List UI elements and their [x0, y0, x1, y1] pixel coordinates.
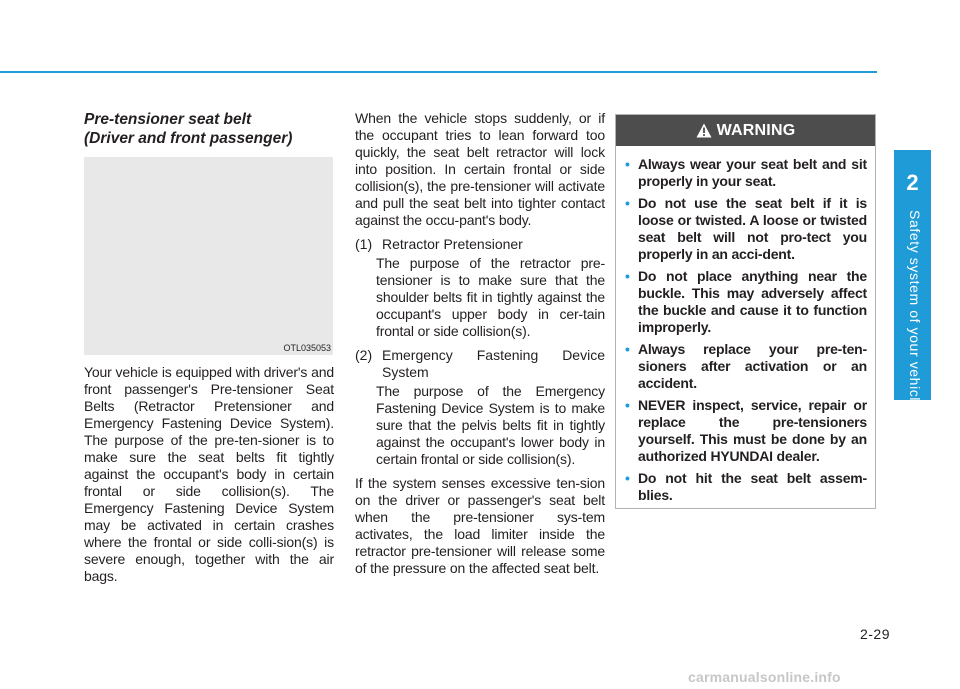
warning-item	[624, 156, 867, 190]
list-item-description: The purpose of the retractor pre-tensioner is to make sure that the shoulder belts fit in tightly against the occupant's upper body in cer-tain frontal or side collision(s).	[376, 255, 605, 339]
warning-triangle-icon	[696, 123, 712, 138]
section-title-line1: Pre-tensioner seat belt	[84, 111, 252, 128]
warning-item	[624, 195, 867, 263]
warning-item-text: NEVER inspect, service, repair or replace the pre-tensioners yourself. This must be done by an authorized HYUNDAI dealer.	[638, 397, 867, 464]
warning-item-text: Do not hit the seat belt assem-blies.	[638, 470, 867, 503]
list-item-number: (2)	[355, 347, 373, 363]
section-title-line2: (Driver and front passenger)	[84, 130, 293, 147]
list-item-1	[355, 236, 605, 340]
warning-item-text: Always wear your seat belt and sit properly in your seat.	[638, 156, 867, 189]
warning-list	[616, 146, 875, 504]
bullet-icon: •	[625, 268, 630, 284]
figure-code: OTL035053	[283, 343, 331, 353]
column1-body: Your vehicle is equipped with driver's and front passenger's Pre-tensioner Seat Belts (Retractor Pretensioner and Emergency Fastening Device System). The purpose of the pre-ten-sioner is to make sure the seat belts fit tightly against the occupant's body in certain frontal or side collision(s). The Emergency Fastening Device System may be activated in certain crashes where the frontal or side colli-sion(s) is severe enough, together with the air bags.	[84, 364, 334, 584]
column2-outro: If the system senses excessive ten-sion on the driver or passenger's seat belt when the pre-tensioner sys-tem activates, the load limiter inside the retractor pre-tensioner will release some of the pressure on the affected seat belt.	[355, 475, 605, 576]
section-title	[84, 110, 334, 148]
page-number: 2-29	[859, 626, 890, 642]
watermark: carmanualsonline.info	[688, 669, 841, 685]
warning-item-text: Do not use the seat belt if it is loose or twisted. A loose or twisted seat belt will not pro-tect you properly in an acci-dent.	[638, 195, 867, 262]
bullet-icon: •	[625, 341, 630, 357]
bullet-icon: •	[625, 470, 630, 486]
list-item-title-continued: System	[382, 364, 429, 380]
chapter-label: Safety system of your vehicle	[907, 210, 923, 410]
list-item-description: The purpose of the Emergency Fastening Device System is to make sure that the pelvis belts fit in tightly against the occupant's lower body in certain frontal or side collision(s).	[376, 383, 605, 467]
warning-item	[624, 397, 867, 465]
warning-item	[624, 268, 867, 336]
top-rule	[0, 71, 877, 73]
warning-header	[616, 115, 875, 146]
warning-item-text: Do not place anything near the buckle. This may adversely affect the buckle and cause it to function improperly.	[638, 268, 867, 335]
list-item-title: Retractor Pretensioner	[382, 236, 523, 252]
chapter-tab	[894, 150, 931, 410]
warning-item	[624, 470, 867, 504]
pretensioner-figure	[84, 157, 333, 355]
warning-item-text: Always replace your pre-ten-sioners after activation or an accident.	[638, 341, 867, 391]
bullet-icon: •	[625, 195, 630, 211]
list-item-title: Emergency Fastening Device	[382, 347, 605, 363]
chapter-number: 2	[906, 170, 919, 195]
list-item-2	[355, 347, 605, 468]
warning-item	[624, 341, 867, 392]
column2-intro: When the vehicle stops suddenly, or if the occupant tries to lean forward too quickly, the seat belt retractor will lock into position. In certain frontal or side collision(s), the pre-tensioner will activate and pull the seat belt into tighter contact against the occu-pant's body.	[355, 110, 605, 228]
bullet-icon: •	[625, 156, 630, 172]
column-2	[355, 110, 605, 577]
bullet-icon: •	[625, 397, 630, 413]
warning-heading: WARNING	[716, 121, 796, 139]
list-item-number: (1)	[355, 236, 373, 252]
column-1	[84, 110, 334, 585]
warning-box	[615, 114, 876, 509]
